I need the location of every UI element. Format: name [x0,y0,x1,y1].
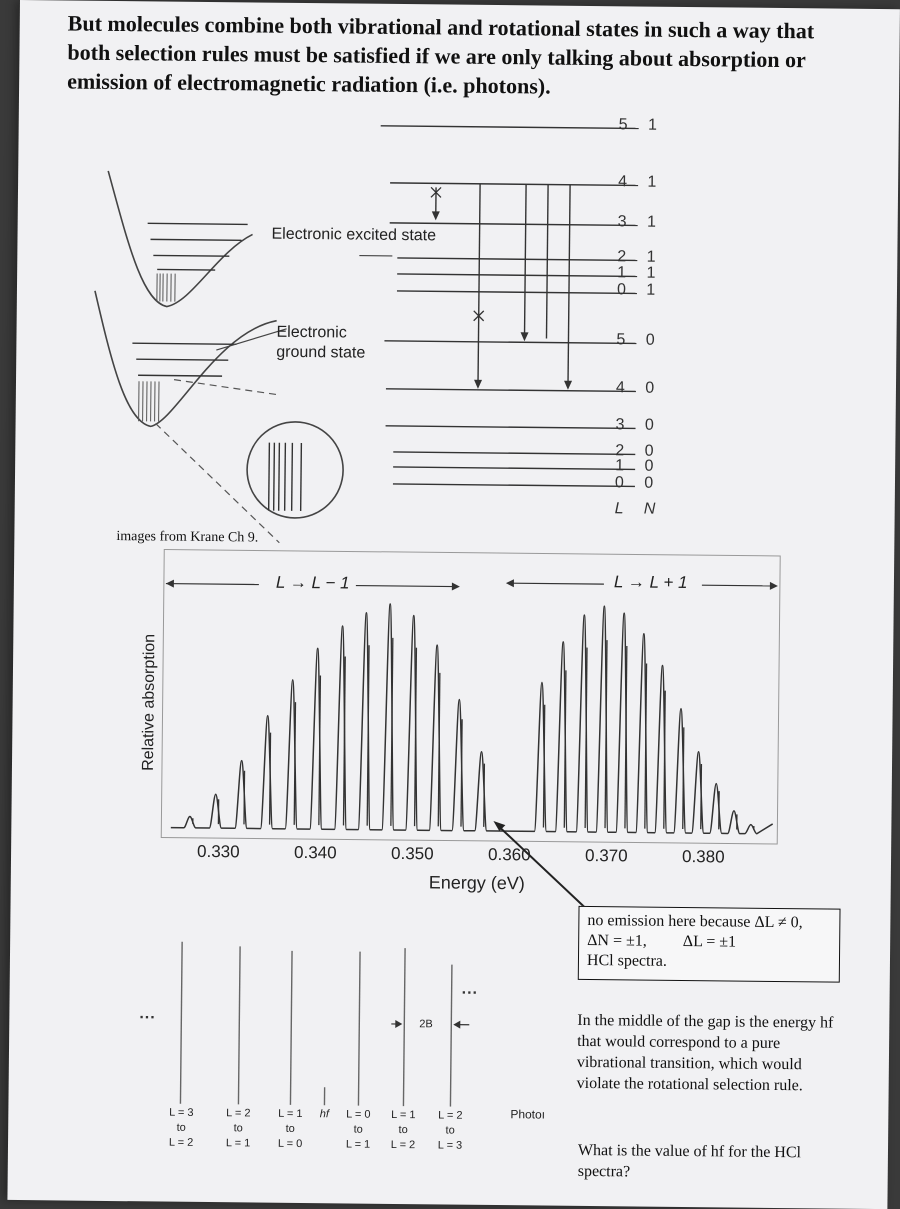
spacing-2b-label: 2B [419,1018,433,1030]
level-label-3-0: 3 0 [615,416,661,434]
right-branch-label: L → L + 1 [614,572,688,593]
level-label-3-1: 3 1 [618,213,664,231]
transition-1-to-0: L = 1 to L = 0 [267,1107,313,1152]
level-axis-label: L N [615,500,664,519]
level-label-1-1: 1 1 [617,264,663,282]
x-tick-0340: 0.340 [294,843,337,863]
x-axis-label: Energy (eV) [429,872,525,894]
x-tick-0360: 0.360 [488,845,531,865]
hf-label: hf [311,1107,337,1122]
x-tick-0380: 0.380 [682,847,725,867]
left-branch-label: L → L − 1 [276,573,350,594]
level-label-2-0: 2 0 [615,442,661,460]
transition-2-to-1: L = 2 to L = 1 [215,1106,261,1151]
level-label-5-0: 5 0 [616,331,662,349]
transition-3-to-2: L = 3 to L = 2 [158,1106,204,1151]
level-label-0-1: 0 1 [617,281,663,299]
level-label-2-1: 2 1 [617,248,663,266]
transition-1-to-2: L = 1 to L = 2 [380,1108,426,1153]
note-line-3: HCl spectra. [587,951,831,974]
dots-right: ... [462,981,479,999]
level-label-4-1: 4 1 [618,173,664,191]
x-tick-0370: 0.370 [585,846,628,866]
note-line-2: ΔN = ±1, ΔL = ±1 [587,931,831,954]
transition-2-to-3: L = 2 to L = 3 [427,1108,473,1153]
level-label-4-0: 4 0 [616,379,662,397]
image-caption: images from Krane Ch 9. [116,529,258,546]
note-line-1: no emission here because ΔL ≠ 0, [587,911,831,934]
y-axis-label: Relative absorption [140,617,160,787]
ground-state-label: Electronic ground state [276,323,376,364]
emission-note-box [578,906,841,983]
paper-page [7,0,900,1209]
photon-label: Photoı [510,1107,545,1121]
x-tick-0350: 0.350 [391,844,434,864]
heading-text: But molecules combine both vibrational and rotational states in such a way that both selection rules must be satisfied if we are only talking about absorption or emission of electromagnetic radiation (i.e. photons). [67,9,848,104]
level-label-1-0: 1 0 [615,457,661,475]
question-text: What is the value of hf for the HCl spectra? [578,1140,838,1185]
x-tick-0330: 0.330 [197,842,240,862]
dots-left: ... [139,1005,156,1023]
excited-state-label: Electronic excited state [271,225,436,247]
level-label-0-0: 0 0 [615,474,661,492]
level-label-5-1: 5 1 [619,116,665,134]
gap-explanation: In the middle of the gap is the energy hf that would correspond to a pure vibrational transition, which would violate the rotational selection rule. [577,1010,838,1097]
transition-0-to-1: L = 0 to L = 1 [335,1107,381,1152]
